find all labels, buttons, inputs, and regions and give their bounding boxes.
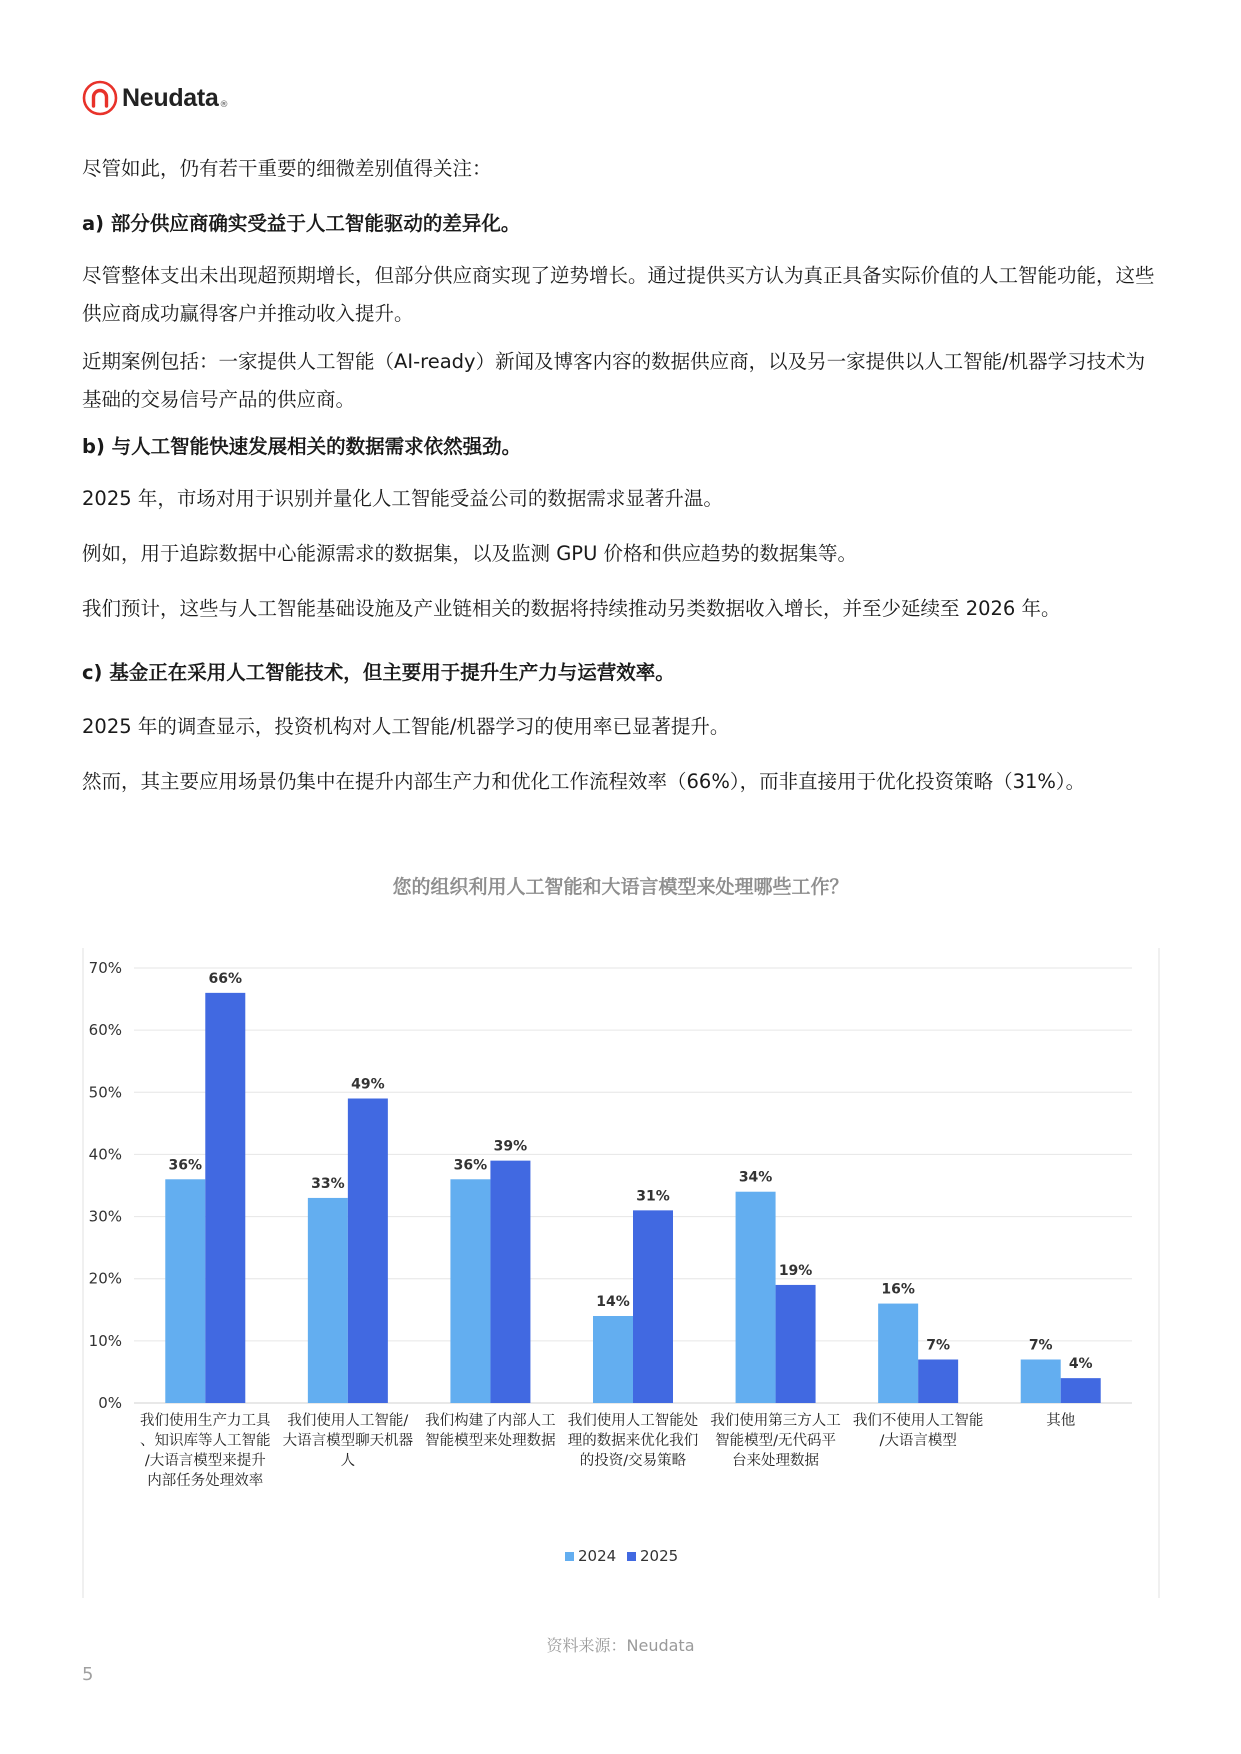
intro-paragraph: 尽管如此，仍有若干重要的细微差别值得关注： <box>82 157 492 180</box>
x-category-label: 我们不使用人工智能 <box>852 1413 984 1429</box>
data-label: 14% <box>596 1294 630 1310</box>
heading-a: a) 部分供应商确实受益于人工智能驱动的差异化。 <box>82 212 521 235</box>
x-category-label: 我们使用人工智能处 <box>567 1413 699 1429</box>
bar-2025-3 <box>490 1161 530 1403</box>
bar-2024-6 <box>878 1304 918 1403</box>
bar-2025-4 <box>633 1210 673 1403</box>
data-label: 19% <box>778 1262 813 1279</box>
bar-2024-2 <box>308 1198 348 1403</box>
heading-c: c) 基金正在采用人工智能技术，但主要用于提升生产力与运营效率。 <box>82 661 675 684</box>
x-category-label: 大语言模型聊天机器 <box>282 1433 414 1449</box>
data-label: 7% <box>926 1337 951 1354</box>
x-category-label: 、知识库等人工智能 <box>140 1433 271 1449</box>
bar-2024-3 <box>450 1179 490 1403</box>
x-category-label: 内部任务处理效率 <box>147 1473 264 1489</box>
data-label: 36% <box>168 1157 203 1174</box>
bar-2025-5 <box>776 1285 816 1403</box>
y-tick-label: 0% <box>98 1394 122 1412</box>
data-label: 36% <box>453 1157 488 1174</box>
legend-label: 2025 <box>640 1547 679 1565</box>
brand-logo <box>82 80 229 116</box>
registered-mark: ® <box>219 100 229 110</box>
data-label: 7% <box>1028 1337 1053 1354</box>
x-category-label: 的投资/交易策略 <box>579 1453 687 1469</box>
x-category-label: 其他 <box>1046 1413 1076 1429</box>
paragraph-b-1: 2025 年，市场对用于识别并量化人工智能受益公司的数据需求显著升温。 <box>82 487 723 510</box>
x-category-label: 我们构建了内部人工 <box>425 1413 556 1429</box>
bar-2025-2 <box>348 1099 388 1404</box>
x-category-label: /大语言模型 <box>879 1433 957 1449</box>
bar-chart <box>82 948 1160 1598</box>
data-label: 33% <box>311 1175 345 1192</box>
bar-2025-1 <box>205 993 245 1403</box>
paragraph-b-2: 例如，用于追踪数据中心能源需求的数据集，以及监测 GPU 价格和供应趋势的数据集等。 <box>82 542 858 565</box>
x-category-label: 我们使用第三方人工 <box>710 1413 841 1429</box>
y-tick-label: 30% <box>88 1207 122 1226</box>
y-tick-label: 20% <box>88 1269 122 1288</box>
data-label: 49% <box>351 1076 385 1093</box>
x-category-label: 我们使用人工智能/ <box>287 1413 409 1429</box>
paragraph-c-2: 然而，其主要应用场景仍集中在提升内部生产力和优化工作流程效率（66%），而非直接用于优化投资策略（31%）。 <box>82 770 1086 793</box>
paragraph-c-1: 2025 年的调查显示，投资机构对人工智能/机器学习的使用率已显著提升。 <box>82 715 730 738</box>
bar-2025-7 <box>1061 1378 1101 1403</box>
y-tick-label: 60% <box>88 1021 122 1040</box>
data-label: 16% <box>881 1281 915 1298</box>
neudata-logo-icon <box>82 80 118 116</box>
paragraph-b-3: 我们预计，这些与人工智能基础设施及产业链相关的数据将持续推动另类数据收入增长，并至少延续至 2026 年。 <box>82 597 1061 620</box>
y-tick-label: 50% <box>88 1083 122 1102</box>
data-label: 39% <box>493 1138 528 1155</box>
x-category-label: 智能模型来处理数据 <box>425 1433 556 1449</box>
x-category-label: 人 <box>340 1453 356 1469</box>
paragraph-a-2: 近期案例包括：一家提供人工智能（AI-ready）新闻及博客内容的数据供应商，以及另一家提供以人工智能/机器学习技术为基础的交易信号产品的供应商。 <box>82 350 1146 411</box>
brand-name: Neudata <box>122 83 219 112</box>
x-category-label: 理的数据来优化我们 <box>567 1433 699 1449</box>
heading-b: b) 与人工智能快速发展相关的数据需求依然强劲。 <box>82 435 522 458</box>
bar-2024-5 <box>736 1192 776 1403</box>
bar-2025-6 <box>918 1360 958 1404</box>
paragraph-a-1: 尽管整体支出未出现超预期增长，但部分供应商实现了逆势增长。通过提供买方认为真正具备实际价值的人工智能功能，这些供应商成功赢得客户并推动收入提升。 <box>82 264 1155 325</box>
x-category-label: 台来处理数据 <box>732 1453 820 1469</box>
y-tick-label: 10% <box>88 1331 122 1350</box>
x-category-label: /大语言模型来提升 <box>144 1453 266 1469</box>
legend-swatch-2024 <box>565 1552 574 1561</box>
bar-2024-7 <box>1021 1360 1061 1404</box>
legend-label: 2024 <box>578 1547 617 1565</box>
bar-2024-1 <box>165 1179 205 1403</box>
data-label: 4% <box>1068 1356 1093 1373</box>
chart-title: 您的组织利用人工智能和大语言模型来处理哪些工作？ <box>392 876 849 898</box>
x-category-label: 智能模型/无代码平 <box>715 1433 837 1449</box>
source-note: 资料来源：Neudata <box>546 1636 695 1655</box>
bar-2024-4 <box>593 1316 633 1403</box>
data-label: 34% <box>738 1169 773 1186</box>
y-tick-label: 70% <box>88 959 122 977</box>
data-label: 31% <box>636 1188 670 1205</box>
x-category-label: 我们使用生产力工具 <box>140 1413 271 1429</box>
legend-swatch-2025 <box>627 1552 636 1561</box>
y-tick-label: 40% <box>88 1145 122 1164</box>
data-label: 66% <box>208 970 243 987</box>
page-number: 5 <box>82 1664 94 1685</box>
